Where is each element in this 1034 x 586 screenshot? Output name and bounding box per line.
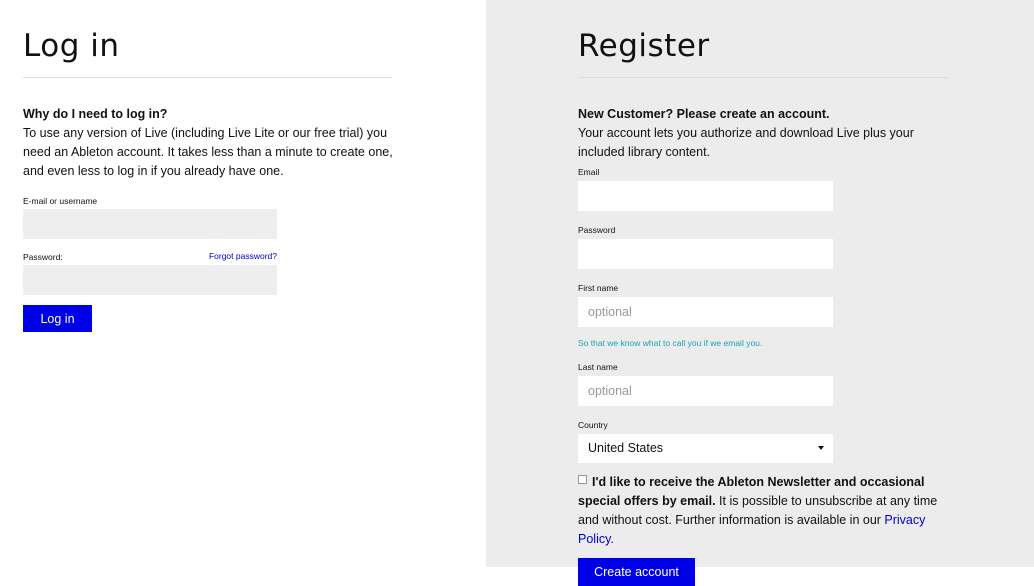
last-name-label: Last name [578, 362, 618, 372]
login-why-heading: Why do I need to log in? [23, 107, 168, 121]
register-email-input[interactable] [578, 181, 833, 211]
country-select[interactable] [578, 434, 833, 463]
login-password-label: Password: [23, 252, 63, 262]
last-name-input[interactable] [578, 376, 833, 406]
login-why-text: To use any version of Live (including Live Lite or our free trial) you need an Ableton account. It takes less than a minute to create one, and even less to log in if you already have one. [23, 126, 393, 178]
login-divider [23, 77, 392, 78]
login-panel [0, 0, 486, 567]
register-divider [578, 77, 949, 78]
create-account-button[interactable]: Create account [578, 558, 695, 586]
first-name-input[interactable] [578, 297, 833, 327]
newsletter-text: It is possible to unsubscribe at any time and without cost. Further information is available in our [578, 494, 938, 527]
country-label: Country [578, 420, 608, 430]
register-lead-text: Your account lets you authorize and download Live plus your included library content. [578, 126, 914, 159]
login-email-input[interactable] [23, 209, 277, 239]
register-panel [486, 0, 1034, 579]
forgot-password-link[interactable]: Forgot password? [208, 251, 277, 261]
login-password-input[interactable] [23, 265, 277, 295]
login-title: Log in [23, 28, 120, 64]
register-lead-heading: New Customer? Please create an account. [578, 107, 830, 121]
newsletter-consent [578, 473, 950, 549]
caret-down-icon [818, 446, 824, 450]
login-email-label: E-mail or username [23, 196, 98, 206]
privacy-policy-link[interactable]: Privacy Policy [578, 513, 926, 546]
register-password-input[interactable] [578, 239, 833, 269]
login-button[interactable]: Log in [23, 305, 92, 332]
newsletter-bold-text: I'd like to receive the Ableton Newsletter and occasional special offers by email. [578, 475, 925, 508]
newsletter-checkbox[interactable] [578, 475, 587, 484]
first-name-label: First name [578, 283, 619, 293]
newsletter-end: . [610, 532, 614, 546]
register-password-label: Password [578, 225, 616, 235]
register-title: Register [578, 28, 710, 64]
country-select-value: United States [588, 441, 664, 455]
first-name-hint: So that we know what to call you if we email you. [578, 338, 763, 348]
register-email-label: Email [578, 167, 600, 177]
